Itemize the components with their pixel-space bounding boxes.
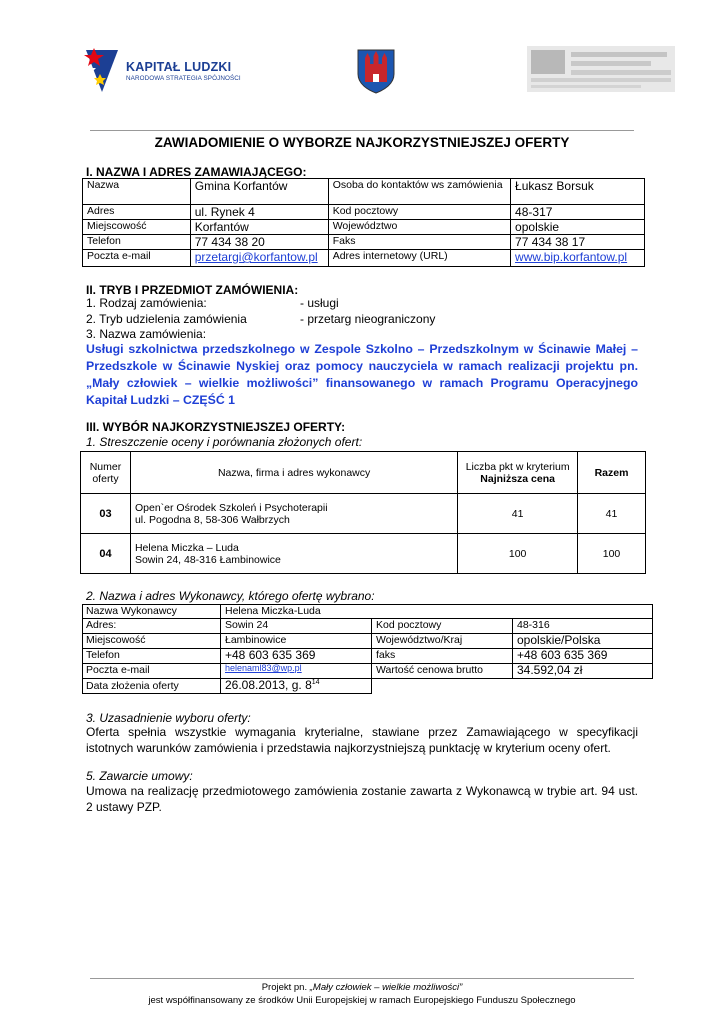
winner-table bbox=[82, 604, 653, 694]
winner-city-label: Miejscowość bbox=[86, 634, 146, 646]
section2-heading: II. TRYB I PRZEDMIOT ZAMÓWIENIA: bbox=[86, 283, 299, 297]
col-header-name: Nazwa, firma i adres wykonawcy bbox=[130, 452, 457, 494]
order-type-value: - usługi bbox=[300, 296, 339, 310]
winner-date-minutes: 14 bbox=[311, 679, 320, 686]
offer-total: 41 bbox=[578, 494, 646, 534]
label-cell: Nazwa bbox=[83, 179, 191, 205]
col-header-points: Liczba pkt w kryterium bbox=[465, 460, 570, 473]
value-cell: Korfantów bbox=[190, 220, 328, 235]
offers-table bbox=[80, 451, 646, 574]
label-cell: Adres internetowy (URL) bbox=[328, 250, 510, 267]
contracting-authority-table bbox=[82, 178, 645, 267]
procedure-label: 2. Tryb udzielenia zamówienia bbox=[86, 312, 247, 326]
star-emblem-icon bbox=[84, 44, 124, 96]
website-link[interactable]: www.bip.korfantow.pl bbox=[515, 250, 628, 264]
contract-subheading: 5. Zawarcie umowy: bbox=[86, 769, 193, 783]
label-cell: Adres bbox=[83, 205, 191, 220]
offer-number: 04 bbox=[81, 534, 131, 574]
table-row bbox=[83, 220, 645, 235]
winner-zip-label: Kod pocztowy bbox=[376, 619, 442, 631]
section3-heading: III. WYBÓR NAJKORZYSTNIEJSZEJ OFERTY: bbox=[86, 420, 346, 434]
document-title: ZAWIADOMIENIE O WYBORZE NAJKORZYSTNIEJSZEJ OFERTY bbox=[154, 135, 570, 150]
table-row bbox=[83, 205, 645, 220]
winner-fax-label: faks bbox=[376, 649, 396, 661]
logo-subtitle: NARODOWA STRATEGIA SPÓJNOŚCI bbox=[126, 75, 241, 82]
table-row bbox=[83, 250, 645, 267]
winner-address-label: Adres: bbox=[86, 619, 117, 631]
section1-heading: I. NAZWA I ADRES ZAMAWIAJĄCEGO: bbox=[86, 165, 307, 179]
table-row bbox=[81, 494, 646, 534]
label-cell: Województwo bbox=[328, 220, 510, 235]
footer-project-name: „Mały człowiek – wielkie możliwości” bbox=[309, 982, 463, 993]
label-cell: Telefon bbox=[83, 235, 191, 250]
table-row bbox=[83, 179, 645, 205]
winner-date: 26.08.2013, g. 8 bbox=[225, 678, 312, 692]
col-header-criterion: Najniższa cena bbox=[480, 472, 555, 485]
value-cell: ul. Rynek 4 bbox=[190, 205, 328, 220]
winner-city: Łambinowice bbox=[225, 634, 287, 646]
header-divider bbox=[90, 130, 634, 131]
footer-project-prefix: Projekt pn. bbox=[261, 982, 310, 993]
winner-address: Sowin 24 bbox=[225, 619, 269, 631]
eu-logo bbox=[527, 46, 675, 92]
label-cell: Osoba do kontaktów ws zamówienia bbox=[328, 179, 510, 205]
winner-price: 34.592,04 zł bbox=[517, 663, 583, 677]
offer-name: Helena Miczka – Luda bbox=[134, 541, 239, 554]
winner-subheading: 2. Nazwa i adres Wykonawcy, którego ofertę wybrano: bbox=[86, 589, 375, 603]
offer-number: 03 bbox=[81, 494, 131, 534]
table-row bbox=[83, 235, 645, 250]
value-cell: opolskie bbox=[511, 220, 645, 235]
label-cell: Poczta e-mail bbox=[83, 250, 191, 267]
offer-total: 100 bbox=[578, 534, 646, 574]
table-row bbox=[81, 534, 646, 574]
offer-address: ul. Pogodna 8, 58-306 Wałbrzych bbox=[134, 513, 290, 526]
label-cell: Kod pocztowy bbox=[328, 205, 510, 220]
winner-email-link[interactable]: helenaml83@wp.pl bbox=[225, 663, 302, 673]
contract-text: Umowa na realizację przedmiotowego zamówienia zostanie zawarta z Wykonawcą w trybie art. 94 ust. 2 ustawy PZP. bbox=[86, 784, 638, 814]
winner-email-label: Poczta e-mail bbox=[86, 664, 150, 676]
offer-name: Open`er Ośrodek Szkoleń i Psychoterapii bbox=[134, 501, 328, 514]
winner-phone: +48 603 635 369 bbox=[225, 648, 316, 662]
offer-points: 41 bbox=[458, 494, 578, 534]
order-type-label: 1. Rodzaj zamówienia: bbox=[86, 296, 207, 310]
winner-date-label: Data złożenia oferty bbox=[86, 680, 179, 692]
col-header-total: Razem bbox=[578, 452, 646, 494]
coat-of-arms-icon bbox=[356, 48, 396, 94]
summary-subheading: 1. Streszczenie oceny i porównania złożonych ofert: bbox=[86, 435, 363, 449]
table-header-row bbox=[81, 452, 646, 494]
value-cell: 77 434 38 17 bbox=[511, 235, 645, 250]
footer-funding: jest współfinansowany ze środków Unii Europejskiej w ramach Europejskiego Funduszu Społecznego bbox=[148, 995, 576, 1006]
winner-phone-label: Telefon bbox=[86, 649, 120, 661]
footer-divider bbox=[90, 978, 634, 979]
value-cell: 77 434 38 20 bbox=[190, 235, 328, 250]
col-header-number-2: oferty bbox=[92, 472, 119, 485]
col-header-number: Numer bbox=[89, 460, 122, 473]
order-name: Usługi szkolnictwa przedszkolnego w Zespole Szkolno – Przedszkolnym w Ścinawie Małej – Przedszkole w Ścinawie Nyskiej oraz pomocy nauczyciela w ramach realizacji projektu pn. „Mały człowiek – wielkie możliwości” finansowanego w ramach Programu Operacyjnego Kapitał Ludzki – CZĘŚĆ 1 bbox=[86, 342, 638, 407]
winner-fax: +48 603 635 369 bbox=[517, 648, 608, 662]
offer-points: 100 bbox=[458, 534, 578, 574]
winner-region-label: Województwo/Kraj bbox=[376, 634, 463, 646]
winner-name: Helena Miczka-Luda bbox=[225, 605, 321, 617]
offer-address: Sowin 24, 48-316 Łambinowice bbox=[134, 553, 281, 566]
winner-name-label: Nazwa Wykonawcy bbox=[86, 605, 177, 617]
email-link[interactable]: przetargi@korfantow.pl bbox=[194, 250, 318, 264]
logo-title: KAPITAŁ LUDZKI bbox=[126, 60, 232, 74]
label-cell: Miejscowość bbox=[83, 220, 191, 235]
order-name-label: 3. Nazwa zamówienia: bbox=[86, 327, 207, 341]
label-cell: Faks bbox=[328, 235, 510, 250]
procedure-value: - przetarg nieograniczony bbox=[300, 312, 436, 326]
justification-text: Oferta spełnia wszystkie wymagania kryterialne, stawiane przez Zamawiającego w specyfikacji istotnych warunków zamówienia i przedstawia najkorzystniejszą punktację w kryterium oceny ofert. bbox=[86, 725, 638, 755]
value-cell: 48-317 bbox=[511, 205, 645, 220]
winner-price-label: Wartość cenowa brutto bbox=[376, 664, 483, 676]
winner-zip: 48-316 bbox=[517, 619, 550, 631]
value-cell: Gmina Korfantów bbox=[190, 179, 328, 205]
value-cell: Łukasz Borsuk bbox=[511, 179, 645, 205]
winner-region: opolskie/Polska bbox=[517, 633, 601, 647]
justification-subheading: 3. Uzasadnienie wyboru oferty: bbox=[86, 711, 251, 725]
